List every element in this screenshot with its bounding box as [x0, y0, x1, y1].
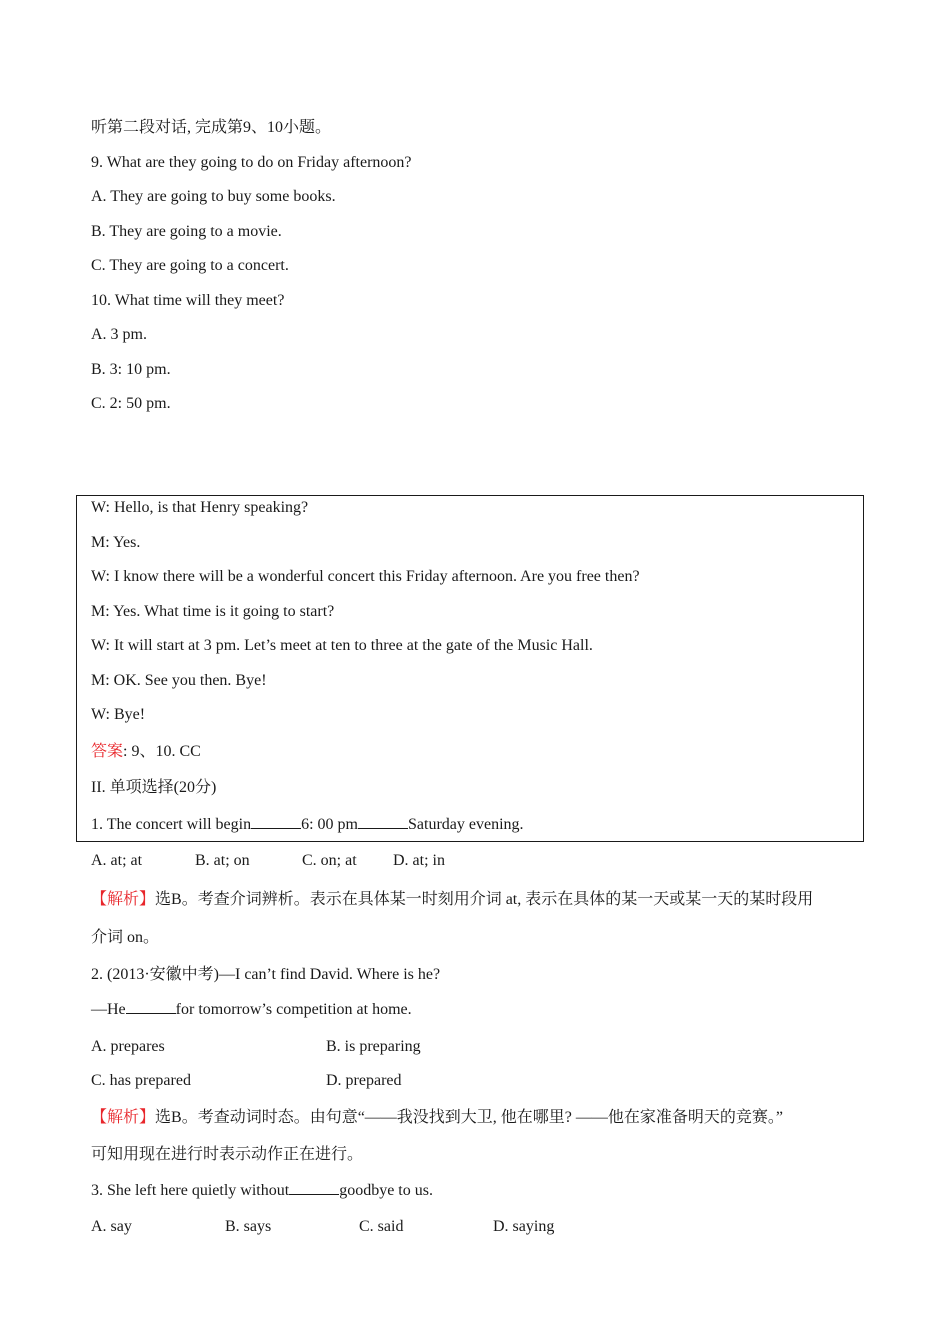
- blank: [251, 814, 301, 829]
- answer-text: : 9、10. CC: [123, 743, 201, 760]
- mc3-option-a: A. say: [91, 1218, 132, 1235]
- mc2-stem-line2: [91, 999, 412, 1020]
- mc2-analysis: [91, 1108, 783, 1128]
- analysis-text: 选B。考查动词时态。由句意“——我没找到大卫, 他在哪里? ——他在家准备明天的竞赛。”: [155, 1109, 783, 1126]
- transcript-line: W: It will start at 3 pm. Let’s meet at ten to three at the gate of the Music Hall.: [91, 637, 593, 654]
- q10-option-b: B. 3: 10 pm.: [91, 361, 171, 378]
- transcript-line: W: Hello, is that Henry speaking?: [91, 499, 309, 516]
- mc3-option-b: B. says: [225, 1218, 272, 1235]
- blank: [358, 814, 408, 829]
- mc1-option-d: D. at; in: [393, 852, 445, 869]
- question-10: 10. What time will they meet?: [91, 292, 285, 309]
- mc2-option-d: D. prepared: [326, 1072, 402, 1089]
- transcript-line: W: Bye!: [91, 706, 146, 723]
- blank: [126, 999, 176, 1014]
- transcript-line: M: OK. See you then. Bye!: [91, 672, 267, 689]
- transcript-line: W: I know there will be a wonderful concert this Friday afternoon. Are you free then?: [91, 568, 640, 585]
- transcript-line: M: Yes. What time is it going to start?: [91, 603, 335, 620]
- q9-option-b: B. They are going to a movie.: [91, 223, 282, 240]
- mc2-stem: 2. (2013·安徽中考)—I can’t find David. Where is he?: [91, 966, 441, 983]
- mc1-option-a: A. at; at: [91, 852, 143, 869]
- mc3-stem-part: 3. She left here quietly without: [91, 1182, 290, 1199]
- mc3-stem: [91, 1180, 433, 1201]
- mc3-option-c: C. said: [359, 1218, 404, 1235]
- blank: [289, 1180, 339, 1195]
- q10-option-c: C. 2: 50 pm.: [91, 395, 171, 412]
- transcript-line: M: Yes.: [91, 534, 141, 551]
- analysis-label: 【解析】: [91, 891, 156, 908]
- q9-option-a: A. They are going to buy some books.: [91, 188, 336, 205]
- analysis-label: 【解析】: [91, 1109, 156, 1126]
- mc2-option-a: A. prepares: [91, 1038, 165, 1055]
- mc1-analysis-cont: 介词 on。: [91, 929, 160, 946]
- mc1-analysis: [91, 890, 813, 910]
- mc1-stem-part: 1. The concert will begin: [91, 816, 252, 833]
- q9-option-c: C. They are going to a concert.: [91, 257, 289, 274]
- mc2-analysis-cont: 可知用现在进行时表示动作正在进行。: [91, 1146, 364, 1163]
- mc2-option-c: C. has prepared: [91, 1072, 191, 1089]
- q10-option-a: A. 3 pm.: [91, 326, 147, 343]
- mc1-stem-part: Saturday evening.: [408, 816, 524, 833]
- mc2-stem-part: —He: [91, 1001, 126, 1018]
- section-heading: II. 单项选择(20分): [91, 779, 217, 796]
- analysis-text: 选B。考查介词辨析。表示在具体某一时刻用介词 at, 表示在具体的某一天或某一天的某时段用: [155, 891, 814, 908]
- answer-label: 答案: [91, 743, 124, 760]
- mc2-option-b: B. is preparing: [326, 1038, 421, 1055]
- mc1-option-c: C. on; at: [302, 852, 357, 869]
- question-9: 9. What are they going to do on Friday afternoon?: [91, 154, 412, 171]
- mc3-stem-part: goodbye to us.: [339, 1182, 433, 1199]
- mc1-stem: [91, 814, 524, 835]
- mc2-stem-part: for tomorrow’s competition at home.: [175, 1001, 412, 1018]
- mc1-option-b: B. at; on: [195, 852, 250, 869]
- mc1-stem-part: 6: 00 pm: [301, 816, 358, 833]
- section-intro: 听第二段对话, 完成第9、10小题。: [91, 119, 332, 136]
- answer-line: [91, 742, 201, 762]
- mc3-option-d: D. saying: [493, 1218, 555, 1235]
